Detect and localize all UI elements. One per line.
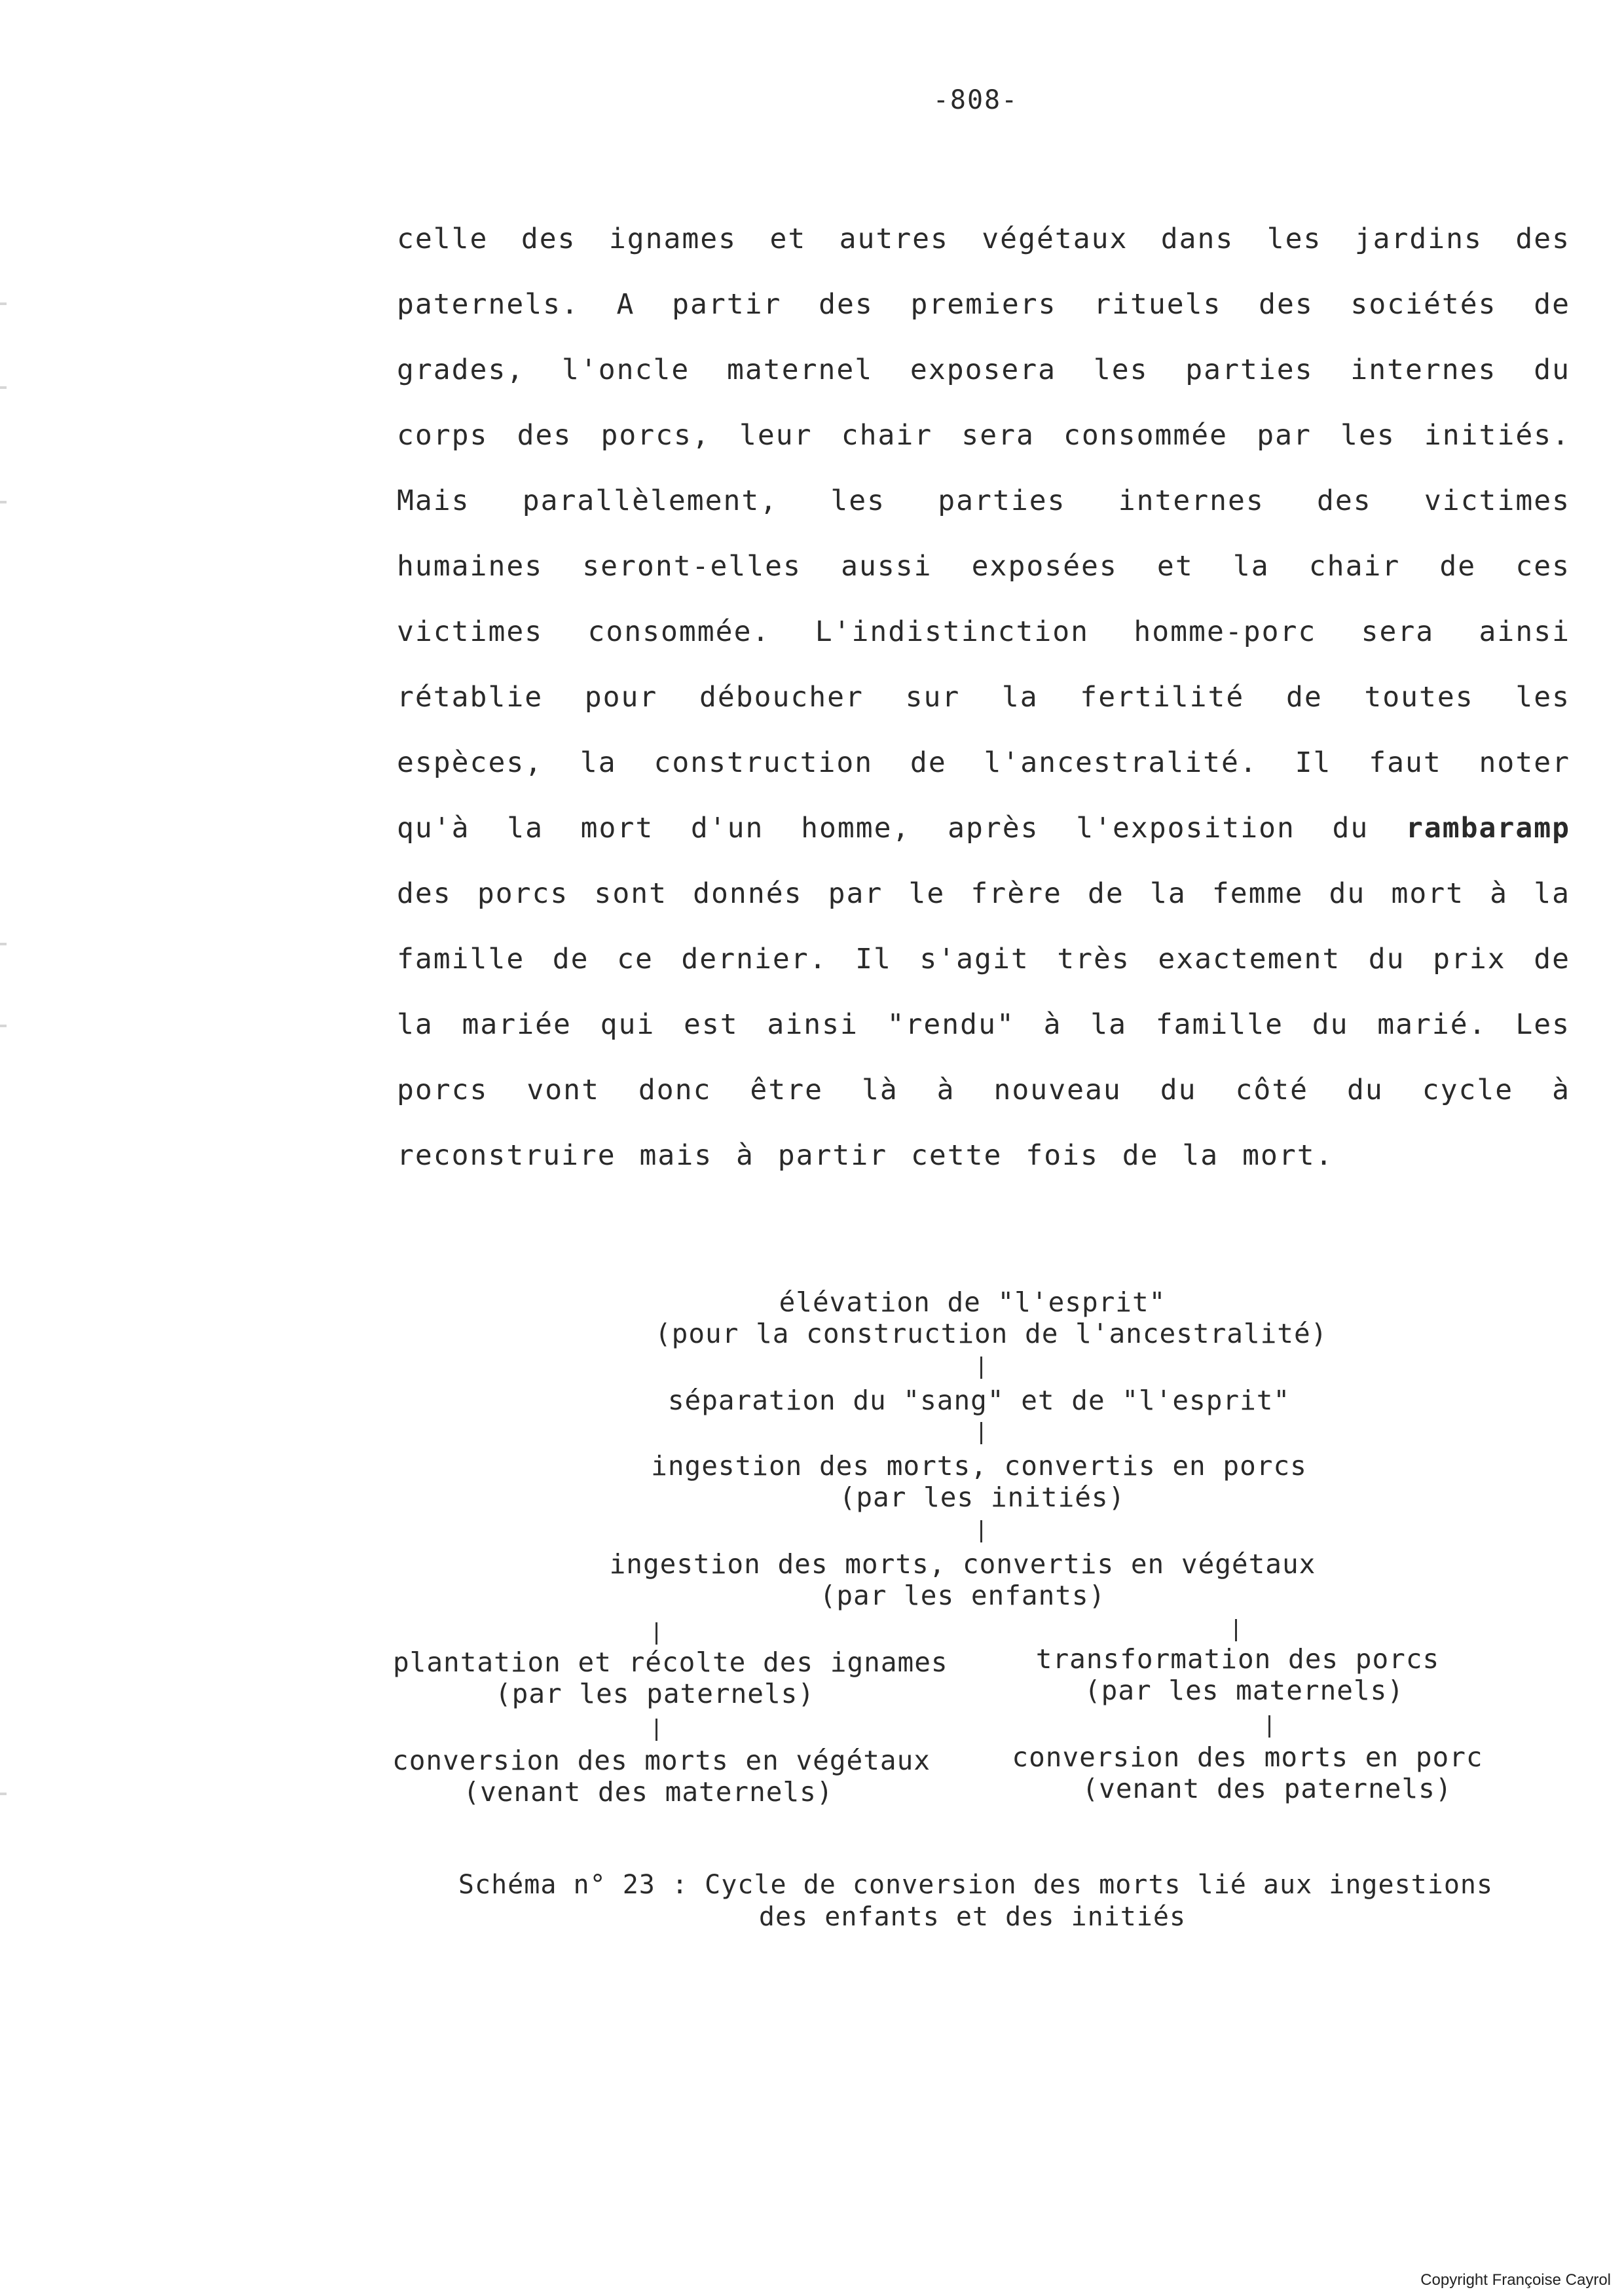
paragraph-line: Mais parallèlement, les parties internes des victimes	[397, 484, 1570, 517]
paragraph-line: corps des porcs, leur chair sera consommée par les initiés.	[397, 419, 1570, 452]
paragraph-line: celle des ignames et autres végétaux dans les jardins des	[397, 223, 1570, 255]
paragraph-line: humaines seront-elles aussi exposées et la chair de ces	[397, 550, 1570, 583]
diagram-connector-right	[1268, 1715, 1270, 1738]
diagram-node-elevation-note: (pour la construction de l'ancestralité)	[655, 1318, 1328, 1349]
paragraph-line: porcs vont donc être là à nouveau du côté du cycle à	[397, 1074, 1570, 1106]
diagram-node-conversion-vegetaux: conversion des morts en végétaux	[392, 1745, 931, 1776]
copyright-notice: Copyright Françoise Cayrol	[1420, 2271, 1611, 2289]
scan-artifact	[0, 386, 7, 389]
scan-artifact	[0, 943, 7, 945]
scan-artifact	[0, 501, 7, 503]
diagram-node-conversion-porc: conversion des morts en porc	[1012, 1741, 1483, 1773]
scan-artifact	[0, 302, 7, 305]
diagram-connector	[980, 1422, 982, 1444]
page-number: -808-	[932, 85, 1019, 115]
diagram-connector-left	[655, 1719, 657, 1741]
diagram-node-conversion-porc-note: (venant des paternels)	[1082, 1773, 1452, 1804]
paragraph-line: reconstruire mais à partir cette fois de la mort.	[397, 1139, 1334, 1172]
diagram-connector-left	[655, 1622, 657, 1645]
paragraph-line: rétablie pour déboucher sur la fertilité de toutes les	[397, 681, 1570, 714]
paragraph-line: grades, l'oncle maternel exposera les parties internes du	[397, 354, 1570, 386]
paragraph-line: victimes consommée. L'indistinction homme-porc sera ainsi	[397, 615, 1570, 648]
diagram-node-ingestion-vegetaux-note: (par les enfants)	[819, 1580, 1106, 1611]
diagram-node-ingestion-vegetaux: ingestion des morts, convertis en végétaux	[609, 1548, 1316, 1580]
scan-artifact	[0, 1025, 7, 1027]
diagram-node-conversion-vegetaux-note: (venant des maternels)	[463, 1776, 834, 1808]
diagram-caption: Schéma n° 23 : Cycle de conversion des morts lié aux ingestions	[458, 1870, 1494, 1900]
scan-artifact	[0, 1793, 7, 1795]
diagram-connector-right	[1235, 1619, 1237, 1641]
diagram-connector	[980, 1357, 982, 1379]
paragraph-line: paternels. A partir des premiers rituels des sociétés de	[397, 288, 1570, 321]
diagram-node-ingestion-porcs: ingestion des morts, convertis en porcs	[651, 1450, 1307, 1482]
diagram-caption-continued: des enfants et des initiés	[758, 1902, 1187, 1932]
diagram-node-elevation: élévation de "l'esprit"	[779, 1286, 1166, 1318]
paragraph-line: la mariée qui est ainsi "rendu" à la famille du marié. Les	[397, 1008, 1570, 1041]
diagram-node-plantation-note: (par les paternels)	[495, 1678, 815, 1709]
paragraph-line: des porcs sont donnés par le frère de la femme du mort à la	[397, 877, 1570, 910]
diagram-node-transformation-note: (par les maternels)	[1084, 1675, 1404, 1706]
paragraph-line: espèces, la construction de l'ancestralité. Il faut noter	[397, 746, 1570, 779]
diagram-node-ingestion-porcs-note: (par les initiés)	[839, 1482, 1126, 1513]
diagram-connector	[980, 1520, 982, 1542]
diagram-node-separation: séparation du "sang" et de "l'esprit"	[667, 1385, 1291, 1416]
emphasized-term: rambaramp	[1406, 812, 1570, 845]
diagram-node-plantation: plantation et récolte des ignames	[393, 1647, 948, 1678]
paragraph-line: famille de ce dernier. Il s'agit très exactement du prix de	[397, 943, 1570, 975]
diagram-node-transformation: transformation des porcs	[1035, 1643, 1440, 1675]
paragraph-line-text: qu'à la mort d'un homme, après l'exposition du	[397, 812, 1406, 845]
